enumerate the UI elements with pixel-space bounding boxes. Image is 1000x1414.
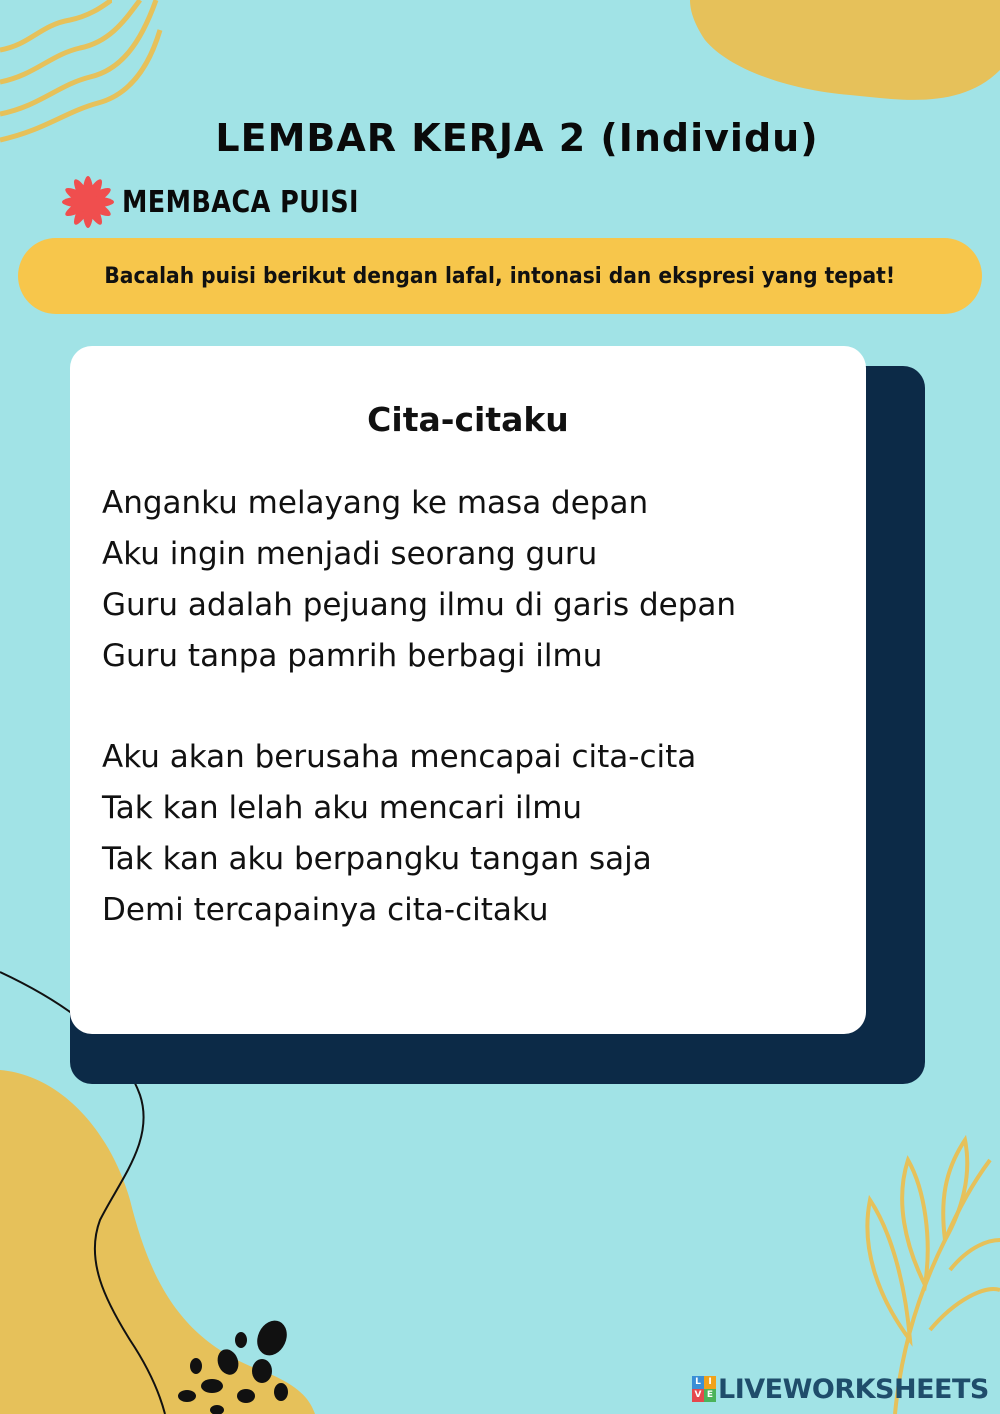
poem-line: Tak kan lelah aku mencari ilmu <box>102 790 583 826</box>
liveworksheets-icon: L I V E <box>692 1376 716 1402</box>
section-heading <box>58 172 401 232</box>
poem-line: Demi tercapainya cita-citaku <box>102 892 549 928</box>
top-right-blob <box>690 0 1000 100</box>
poem-line: Tak kan aku berpangku tangan saja <box>102 841 652 877</box>
poem-line: Guru adalah pejuang ilmu di garis depan <box>102 587 737 623</box>
instruction-text: Bacalah puisi berikut dengan lafal, intonasi dan ekspresi yang tepat! <box>104 263 896 289</box>
poem-card <box>70 346 866 1034</box>
section-label: MEMBACA PUISI <box>122 184 359 220</box>
poem-line: Guru tanpa pamrih berbagi ilmu <box>102 638 603 674</box>
worksheet-title: LEMBAR KERJA 2 (Individu) <box>215 116 819 160</box>
poem-title: Cita-citaku <box>367 400 569 439</box>
poem-line: Aku akan berusaha mencapai cita-cita <box>102 739 697 775</box>
instruction-banner <box>18 238 982 314</box>
poem-stanza-2 <box>102 732 696 936</box>
liveworksheets-logo[interactable] <box>692 1372 989 1406</box>
liveworksheets-text: LIVEWORKSHEETS <box>718 1373 989 1405</box>
red-starburst-icon <box>58 172 118 232</box>
poem-line: Anganku melayang ke masa depan <box>102 485 649 521</box>
poem-line: Aku ingin menjadi seorang guru <box>102 536 598 572</box>
poem-stanza-1 <box>102 478 736 682</box>
